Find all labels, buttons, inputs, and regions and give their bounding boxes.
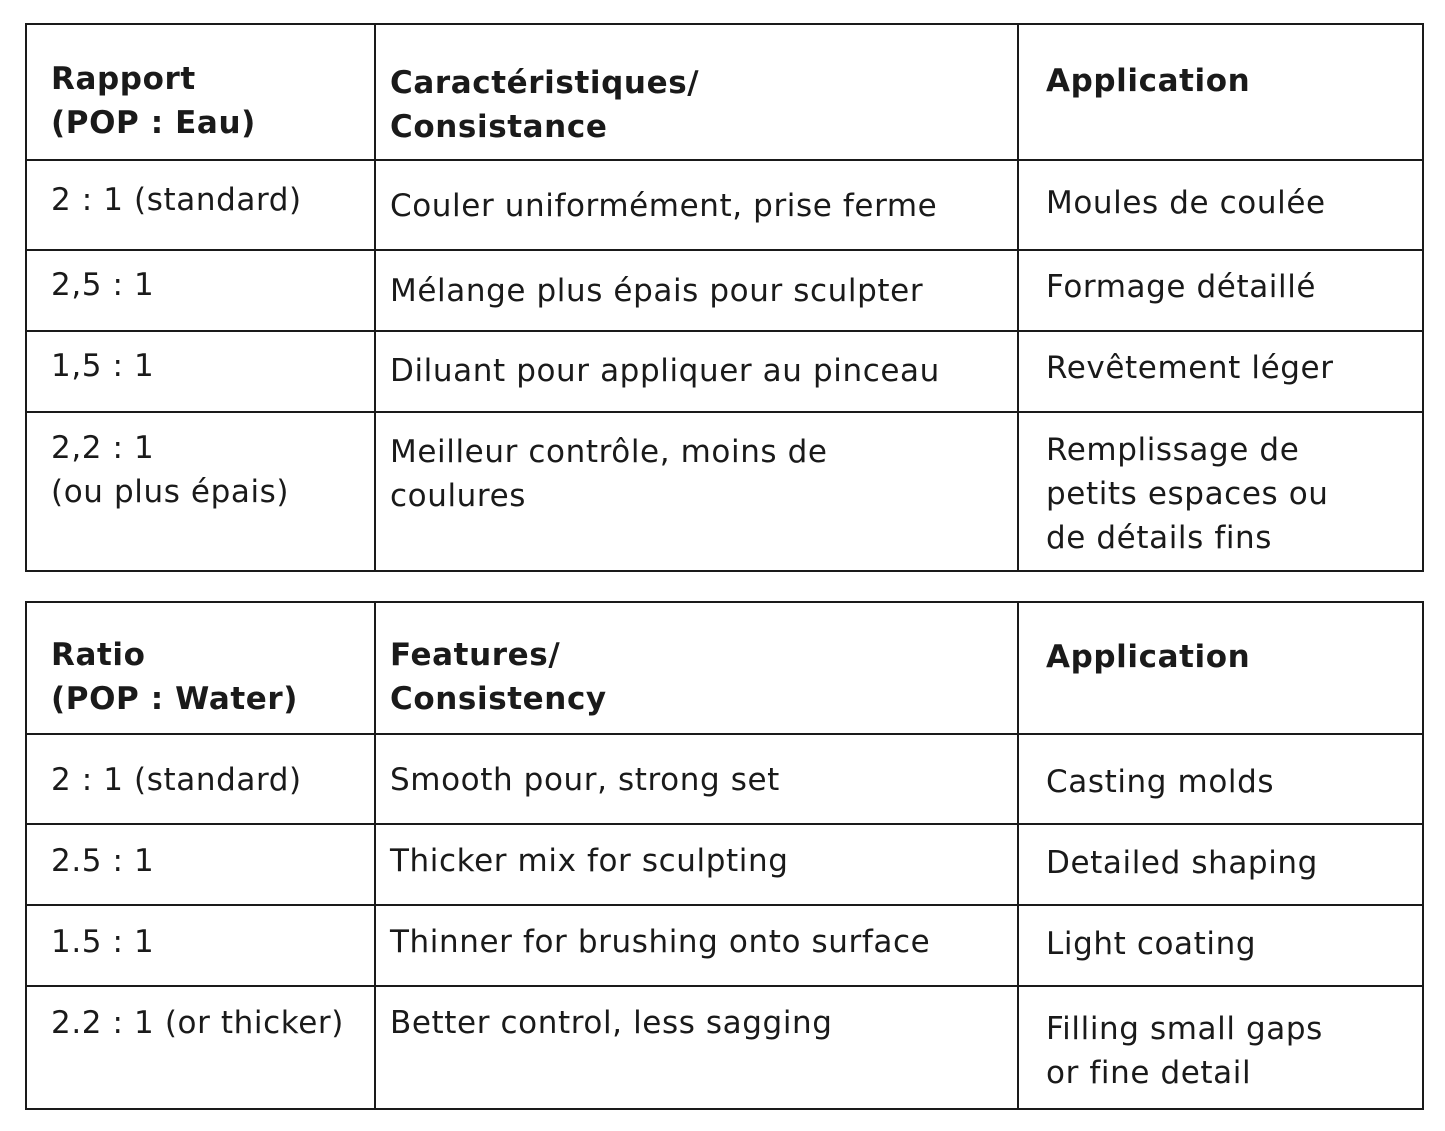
table-row bbox=[26, 250, 1423, 331]
features-cell: Couler uniformément, prise ferme bbox=[375, 160, 1018, 250]
mix-ratio-table-french bbox=[25, 23, 1424, 572]
features-cell: Thinner for brushing onto surface bbox=[375, 905, 1018, 986]
table-row bbox=[26, 986, 1423, 1109]
features-cell: Meilleur contrôle, moins de coulures bbox=[375, 412, 1018, 571]
header-cell-application: Application bbox=[1018, 24, 1423, 160]
features-cell: Diluant pour appliquer au pinceau bbox=[375, 331, 1018, 412]
table-row bbox=[26, 734, 1423, 824]
table-row bbox=[26, 160, 1423, 250]
application-cell: Formage détaillé bbox=[1018, 250, 1423, 331]
table-row bbox=[26, 331, 1423, 412]
header-cell-application: Application bbox=[1018, 602, 1423, 734]
application-cell: Filling small gaps or fine detail bbox=[1018, 986, 1423, 1109]
header-cell-ratio: Ratio (POP : Water) bbox=[26, 602, 375, 734]
mix-ratio-table-english bbox=[25, 601, 1424, 1110]
ratio-cell: 2.5 : 1 bbox=[26, 824, 375, 905]
table-row bbox=[26, 824, 1423, 905]
ratio-cell: 1.5 : 1 bbox=[26, 905, 375, 986]
features-cell: Better control, less sagging bbox=[375, 986, 1018, 1109]
application-cell: Casting molds bbox=[1018, 734, 1423, 824]
application-cell: Remplissage de petits espaces ou de détails fins bbox=[1018, 412, 1423, 571]
table-row bbox=[26, 905, 1423, 986]
application-cell: Moules de coulée bbox=[1018, 160, 1423, 250]
application-cell: Detailed shaping bbox=[1018, 824, 1423, 905]
header-cell-ratio: Rapport (POP : Eau) bbox=[26, 24, 375, 160]
features-cell: Smooth pour, strong set bbox=[375, 734, 1018, 824]
header-cell-features: Caractéristiques/ Consistance bbox=[375, 24, 1018, 160]
features-cell: Mélange plus épais pour sculpter bbox=[375, 250, 1018, 331]
table-header-row bbox=[26, 602, 1423, 734]
header-cell-features: Features/ Consistency bbox=[375, 602, 1018, 734]
features-cell: Thicker mix for sculpting bbox=[375, 824, 1018, 905]
ratio-cell: 2 : 1 (standard) bbox=[26, 734, 375, 824]
ratio-cell: 2.2 : 1 (or thicker) bbox=[26, 986, 375, 1109]
ratio-cell: 2,5 : 1 bbox=[26, 250, 375, 331]
table-header-row bbox=[26, 24, 1423, 160]
application-cell: Revêtement léger bbox=[1018, 331, 1423, 412]
ratio-cell: 2 : 1 (standard) bbox=[26, 160, 375, 250]
application-cell: Light coating bbox=[1018, 905, 1423, 986]
ratio-cell: 1,5 : 1 bbox=[26, 331, 375, 412]
ratio-cell: 2,2 : 1 (ou plus épais) bbox=[26, 412, 375, 571]
table-row bbox=[26, 412, 1423, 571]
